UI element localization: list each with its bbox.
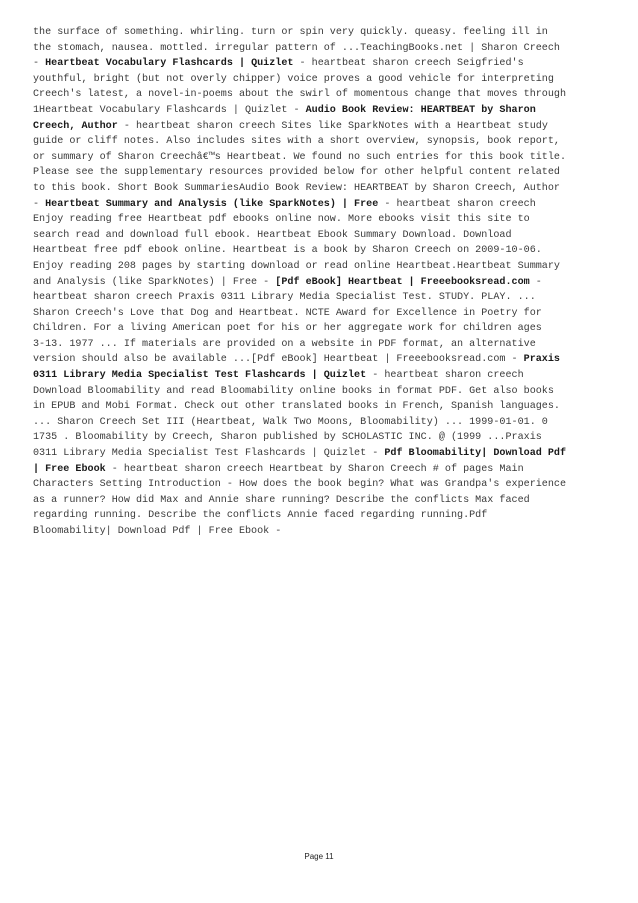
text-line bbox=[33, 306, 605, 322]
bold-title: Heartbeat Summary and Analysis (like SparkNotes) | Free bbox=[45, 198, 379, 210]
text-segment: search read and download full ebook. Heartbeat Ebook Summary Download. Download bbox=[33, 229, 512, 241]
bold-title: [Pdf eBook] Heartbeat | Freeebooksread.com bbox=[275, 276, 530, 288]
text-segment: - bbox=[33, 198, 46, 210]
text-segment: heartbeat sharon creech Praxis 0311 Library Media Specialist Test. STUDY. PLAY. ... bbox=[33, 292, 536, 304]
text-segment: Enjoy reading 208 pages by starting download or read online Heartbeat.Heartbeat Summary bbox=[33, 260, 560, 272]
text-segment: Bloomability| Download Pdf | Free Ebook - bbox=[33, 526, 282, 537]
text-line bbox=[33, 508, 605, 524]
text-line bbox=[33, 477, 605, 493]
text-line bbox=[33, 103, 605, 119]
bold-title: Praxis bbox=[523, 354, 560, 366]
bold-title: Heartbeat Vocabulary Flashcards | Quizlet bbox=[45, 58, 294, 70]
text-segment: - heartbeat sharon creech bbox=[378, 198, 536, 210]
text-segment: and Analysis (like SparkNotes) | Free - bbox=[33, 276, 276, 288]
text-line bbox=[33, 462, 605, 478]
text-line bbox=[33, 352, 605, 368]
text-segment: to this book. Short Book SummariesAudio Book Review: HEARTBEAT by Sharon Creech, Author bbox=[33, 182, 560, 194]
text-line bbox=[33, 212, 605, 228]
text-line bbox=[33, 150, 605, 166]
text-segment: - heartbeat sharon creech bbox=[366, 370, 524, 382]
text-segment: 3-13. 1977 ... If materials are provided on a website in PDF format, an alternative bbox=[33, 338, 536, 350]
text-line bbox=[33, 181, 605, 197]
text-line bbox=[33, 134, 605, 150]
bold-title: | Free Ebook bbox=[33, 463, 106, 475]
text-segment: Creech's latest, a novel-in-poems about the swirl of momentous change that moves through bbox=[33, 89, 567, 101]
text-segment: 1Heartbeat Vocabulary Flashcards | Quizlet - bbox=[33, 104, 306, 116]
text-segment: - heartbeat sharon creech Seigfried's bbox=[293, 58, 524, 70]
text-segment: or summary of Sharon Creechâ€™s Heartbeat. We found no such entries for this book title. bbox=[33, 151, 567, 163]
text-line bbox=[33, 228, 605, 244]
text-segment: Please see the supplementary resources provided below for other helpful content related bbox=[33, 167, 560, 179]
text-line bbox=[33, 41, 605, 57]
text-segment: Download Bloomability and read Bloomability online books in format PDF. Get also books bbox=[33, 385, 554, 397]
text-line bbox=[33, 321, 605, 337]
text-segment: ... Sharon Creech Set III (Heartbeat, Walk Two Moons, Bloomability) ... 1999-01-01. 0 bbox=[33, 416, 548, 428]
text-line bbox=[33, 446, 605, 462]
text-segment: - bbox=[529, 276, 542, 288]
text-segment: the stomach, nausea. mottled. irregular pattern of ...TeachingBooks.net | Sharon Creech bbox=[33, 42, 560, 54]
text-line bbox=[33, 72, 605, 88]
text-line bbox=[33, 415, 605, 431]
text-line bbox=[33, 493, 605, 509]
bold-title: 0311 Library Media Specialist Test Flashcards | Quizlet bbox=[33, 370, 367, 382]
text-segment: regarding running. Describe the conflicts Annie faced regarding running.Pdf bbox=[33, 510, 488, 522]
text-segment: 1735 . Bloomability by Creech, Sharon published by SCHOLASTIC INC. @ (1999 ...Praxis bbox=[33, 432, 542, 444]
text-segment: Children. For a living American poet for his or her aggregate work for children ages bbox=[33, 323, 542, 335]
text-segment: Sharon Creech's Love that Dog and Heartbeat. NCTE Award for Excellence in Poetry for bbox=[33, 307, 542, 319]
text-line bbox=[33, 56, 605, 72]
text-segment: Heartbeat free pdf ebook online. Heartbeat is a book by Sharon Creech on 2009-10-06. bbox=[33, 245, 542, 257]
text-segment: the surface of something. whirling. turn or spin very quickly. queasy. feeling ill in bbox=[33, 27, 548, 38]
body-text bbox=[33, 25, 605, 540]
text-segment: - heartbeat sharon creech Heartbeat by Sharon Creech # of pages Main bbox=[105, 463, 524, 475]
text-line bbox=[33, 243, 605, 259]
text-line bbox=[33, 197, 605, 213]
text-line bbox=[33, 259, 605, 275]
text-line bbox=[33, 384, 605, 400]
text-segment: version should also be available ...[Pdf eBook] Heartbeat | Freeebooksread.com - bbox=[33, 354, 524, 366]
bold-title: Pdf Bloomability| Download Pdf bbox=[384, 448, 567, 460]
text-line bbox=[33, 25, 605, 41]
text-line bbox=[33, 399, 605, 415]
page-number: Page 11 bbox=[304, 852, 334, 861]
text-line bbox=[33, 430, 605, 446]
text-segment: Characters Setting Introduction - How does the book begin? What was Grandpa's experience bbox=[33, 479, 567, 491]
text-line bbox=[33, 368, 605, 384]
text-line bbox=[33, 165, 605, 181]
text-segment: - heartbeat sharon creech Sites like SparkNotes with a Heartbeat study bbox=[117, 120, 548, 132]
text-segment: as a runner? How did Max and Annie share running? Describe the conflicts Max faced bbox=[33, 494, 530, 506]
text-segment: guide or cliff notes. Also includes sites with a short overview, synopsis, book report, bbox=[33, 136, 560, 148]
text-line bbox=[33, 524, 605, 540]
text-line bbox=[33, 290, 605, 306]
text-segment: 0311 Library Media Specialist Test Flashcards | Quizlet - bbox=[33, 448, 385, 460]
bold-title: Creech, Author bbox=[33, 120, 118, 132]
text-segment: in EPUB and Mobi Format. Check out other translated books in French, Spanish languages. bbox=[33, 401, 560, 413]
text-line bbox=[33, 275, 605, 291]
text-segment: Enjoy reading free Heartbeat pdf ebooks online now. More ebooks visit this site to bbox=[33, 214, 530, 226]
text-segment: youthful, bright (but not overly chipper) voice proves a good vehicle for interpreting bbox=[33, 73, 554, 85]
text-line bbox=[33, 337, 605, 353]
text-line bbox=[33, 87, 605, 103]
text-segment: - bbox=[33, 58, 46, 70]
text-line bbox=[33, 119, 605, 135]
bold-title: Audio Book Review: HEARTBEAT by Sharon bbox=[305, 104, 536, 116]
